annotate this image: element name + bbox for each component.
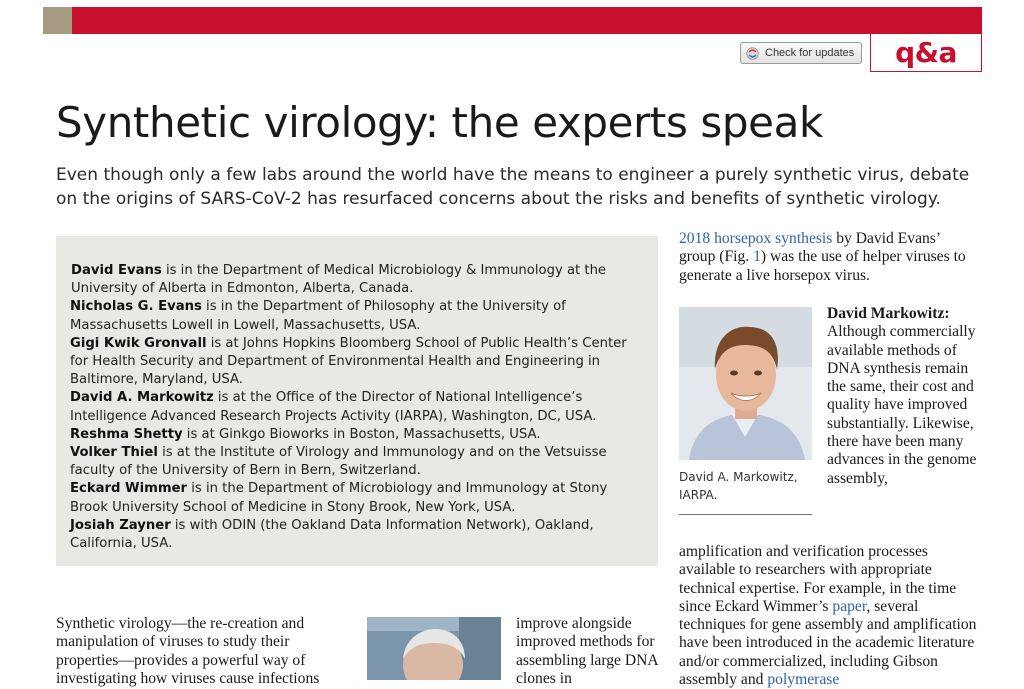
contributor-name: Eckard Wimmer — [70, 481, 188, 497]
speaker-name: David Markowitz: — [827, 305, 950, 322]
contributor-entry — [70, 444, 646, 480]
contributor-affiliation: is in the Department of Microbiology and Immunology at Stony Brook University School of Medicine in Stony Brook, New York, USA. — [70, 481, 608, 515]
contributor-entry — [70, 480, 646, 516]
photo-caption: David A. Markowitz, IARPA. — [679, 470, 798, 502]
intro-paragraph: Synthetic virology—the re-creation and manipulation of viruses to study their properties—provides a powerful way of investigating how viruses cause infections — [56, 615, 320, 687]
section-tag — [870, 34, 982, 72]
contributor-entry — [70, 335, 646, 390]
header-banner-accent — [43, 7, 72, 34]
contributor-affiliation: is in the Department of Medical Microbiology & Immunology at the University of Alberta in Edmonton, Alberta, Canada. — [71, 263, 607, 297]
horsepox-synthesis-link[interactable]: 2018 horsepox synthesis — [679, 230, 833, 247]
check-updates-label: Check for updates — [765, 47, 855, 59]
contributor-entry — [70, 389, 646, 425]
contributor-name: David A. Markowitz — [70, 390, 214, 406]
markowitz-photo — [679, 307, 812, 460]
contributor-affiliation: is at Johns Hopkins Bloomberg School of Public Health’s Center for Health Security and Department of Environmental Health and Engineering in Baltimore, Maryland, USA. — [70, 335, 627, 388]
article-title: Synthetic virology: the experts speak — [56, 98, 823, 147]
portrait-image — [679, 307, 812, 460]
horsepox-paragraph — [679, 230, 979, 285]
answer-text: amplification and verification processes available to researchers with appropriate technical expertise. For example, in the time since Eckard Wimmer’s — [679, 543, 957, 615]
contributor-entry — [70, 517, 646, 553]
horsepox-text-end: ) was the use of helper viruses to generate a live horsepox virus. — [679, 248, 966, 284]
markowitz-answer-continued — [679, 543, 979, 689]
contributor-name: Nicholas G. Evans — [70, 299, 202, 315]
portrait-image — [367, 617, 501, 680]
contributor-affiliation: is at the Institute of Virology and Immunology and on the Vetsuisse faculty of the University of Bern in Bern, Switzerland. — [70, 445, 607, 479]
contributor-name: Reshma Shetty — [70, 426, 183, 442]
polymerase-link[interactable]: polymerase — [767, 671, 840, 689]
answer-text: Although commercially available methods of DNA synthesis remain the same, their cost and quality have improved substantially. Likewise, there have been many advances in the genome assembly, — [827, 323, 977, 487]
contributor-entry — [70, 262, 646, 298]
article-standfirst: Even though only a few labs around the world have the means to engineer a purely synthetic virus, debate on the origins of SARS-CoV-2 has resurfaced concerns about the risks and benefits of synthetic virology. — [56, 165, 970, 209]
caption-divider — [679, 514, 812, 515]
answer-text: , several techniques for gene assembly and amplification have been introduced in the academic literature and/or commercialized, including Gibson assembly and — [679, 597, 977, 689]
wimmer-photo — [367, 617, 501, 680]
section-label: q&a — [895, 36, 957, 69]
contributor-affiliation: is at the Office of the Director of National Intelligence’s Intelligence Advanced Research Projects Activity (IARPA), Washington, DC, USA. — [70, 390, 597, 424]
contributor-entry — [70, 426, 646, 444]
contributor-affiliation: is in the Department of Philosophy at the University of Massachusetts Lowell in Lowell, Massachusetts, USA. — [70, 299, 566, 333]
check-updates-icon — [746, 47, 759, 60]
contributor-entry — [70, 298, 646, 334]
contributor-name: David Evans — [71, 263, 162, 278]
contributor-name: Volker Thiel — [70, 445, 158, 461]
contributor-name: Gigi Kwik Gronvall — [70, 335, 207, 351]
check-for-updates-button[interactable] — [740, 42, 862, 64]
figure-1-link[interactable]: 1 — [753, 248, 761, 266]
middle-paragraph: improve alongside improved methods for assembling large DNA clones in — [516, 615, 658, 687]
markowitz-answer — [827, 305, 979, 488]
paper-link[interactable]: paper — [832, 597, 867, 615]
contributor-name: Josiah Zayner — [70, 517, 171, 533]
contributor-affiliation: is with ODIN (the Oakland Data Information Network), Oakland, California, USA. — [70, 517, 594, 552]
header-banner — [72, 7, 982, 34]
horsepox-text: by David Evans’ group (Fig. — [679, 230, 940, 266]
contributor-affiliation: is at Ginkgo Bioworks in Boston, Massachusetts, USA. — [182, 426, 541, 442]
contributors-box — [56, 236, 658, 566]
